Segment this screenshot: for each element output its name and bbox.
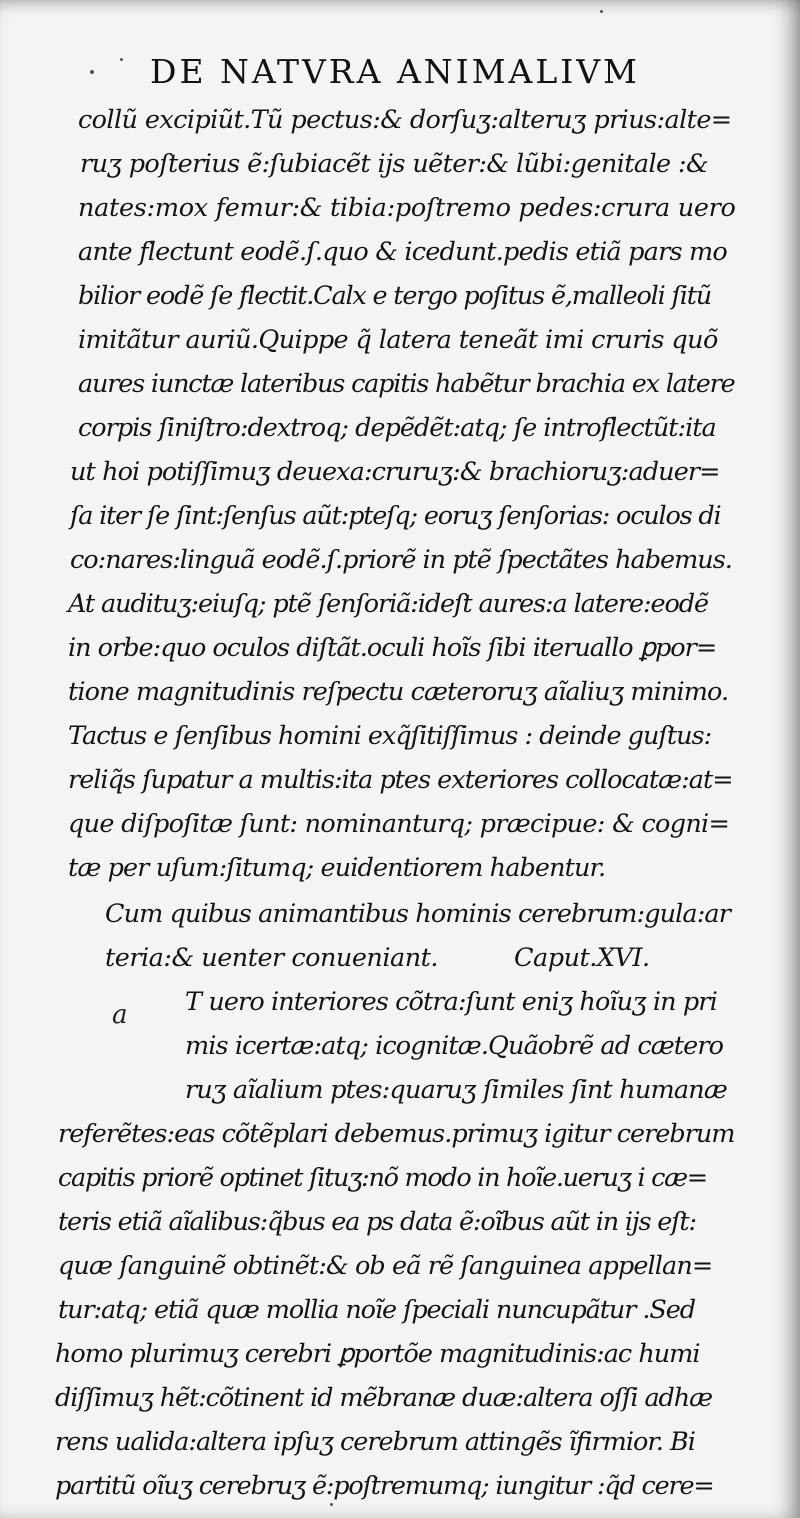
text-line: bilior eodẽ ſe flectit.Calx e tergo poſitus ẽ,malleoli ſitũ (78, 281, 711, 311)
text-line: ut hoi potiſſimuʒ deuexa:cruruʒ:& brachioruʒ:aduer= (70, 457, 720, 487)
ink-speck (120, 58, 123, 61)
running-head: DE NATVRA ANIMALIVM (150, 52, 640, 91)
text-line: referẽtes:eas cõtẽplari debemus.primuʒ igitur cerebrum (58, 1119, 735, 1149)
text-line: Tactus e ſenſibus homini exq̃ſitiſſimus : deinde guſtus: (68, 721, 712, 751)
text-line: imitãtur auriũ.Quippe q̃ latera teneãt imi cruris quõ (78, 325, 718, 355)
text-line: mis icertæ:atq; icognitæ.Quãobrẽ ad cætero (185, 1031, 724, 1061)
text-line: capitis priorẽ optinet ſituʒ:nõ modo in hoĩe.ueruʒ i cæ= (58, 1163, 707, 1193)
text-line: T uero interiores cõtra:ſunt eniʒ hoĩuʒ in pri (185, 987, 717, 1017)
ink-speck (330, 1503, 333, 1506)
text-line: ruʒ aĩalium ptes:quaruʒ ſimiles ſint humanæ (185, 1075, 728, 1105)
text-line: nates:mox femur:& tibia:poſtremo pedes:crura uero (78, 193, 736, 223)
text-line: co:nares:linguã eodẽ.ſ.priorẽ in ptẽ ſpectãtes habemus. (70, 545, 732, 575)
text-line: in orbe:quo oculos diſtãt.oculi hoĩs ſibi iteruallo ꝑpor= (68, 633, 717, 663)
text-line: aures iunctæ lateribus capitis habẽtur brachia ex latere (78, 369, 735, 399)
chapter-heading-line: Cum quibus animantibus hominis cerebrum:gula:ar (105, 899, 731, 929)
chapter-heading-line: teria:& uenter conueniant. Caput.XVI. (105, 943, 650, 973)
text-line: collũ excipiũt.Tũ pectus:& dorſuʒ:alteruʒ prius:alte= (78, 105, 732, 135)
text-line: ſa iter ſe ſint:ſenſus aũt:pteſq; eoruʒ ſenſorias: oculos di (70, 501, 721, 531)
text-line: tur:atq; etiã quæ mollia noĩe ſpeciali nuncupãtur .Sed (58, 1295, 695, 1325)
text-line: tione magnitudinis reſpectu cæteroruʒ aĩaliuʒ minimo. (68, 677, 729, 707)
ink-speck (600, 10, 603, 13)
text-line: rens ualida:altera ipſuʒ cerebrum attingẽs ĩfirmior. Bi (55, 1427, 695, 1457)
ink-speck (90, 70, 94, 74)
text-line: homo plurimuʒ cerebri ꝑportõe magnitudinis:ac humi (55, 1339, 700, 1369)
text-line: ruʒ poſterius ẽ:ſubiacẽt ijs uẽter:& lũbi:genitale :& (80, 149, 709, 179)
text-line: que diſpoſitæ ſunt: nominanturq; præcipue: & cogni= (68, 809, 730, 839)
text-line: partitũ oĩuʒ cerebruʒ ẽ:poſtremumq; iungitur :q̃d cere= (55, 1471, 714, 1501)
text-line: teris etiã aĩalibus:q̃bus ea ps data ẽ:oĩbus aũt in ijs eſt: (58, 1207, 696, 1237)
text-line: ante flectunt eodẽ.ſ.quo & icedunt.pedis etiã pars mo (78, 237, 727, 267)
text-line: tæ per uſum:ſitumq; euidentiorem habentur. (68, 853, 606, 883)
text-line: At audituʒ:eiuſq; ptẽ ſenſoriã:ideſt aures:a latere:eodẽ (68, 589, 708, 619)
text-line: quæ ſanguinẽ obtinẽt:& ob eã rẽ ſanguinea appellan= (58, 1251, 713, 1281)
text-line: diſſimuʒ hẽt:cõtinent id mẽbranæ duæ:altera oſſi adhæ (55, 1383, 712, 1413)
text-line: corpis ſiniſtro:dextroq; depẽdẽt:atq; ſe introflectũt:ita (78, 413, 716, 443)
text-line: reliq̃s ſupatur a multis:ita ptes exteriores collocatæ:at= (68, 765, 733, 795)
margin-note: a (112, 1000, 128, 1030)
